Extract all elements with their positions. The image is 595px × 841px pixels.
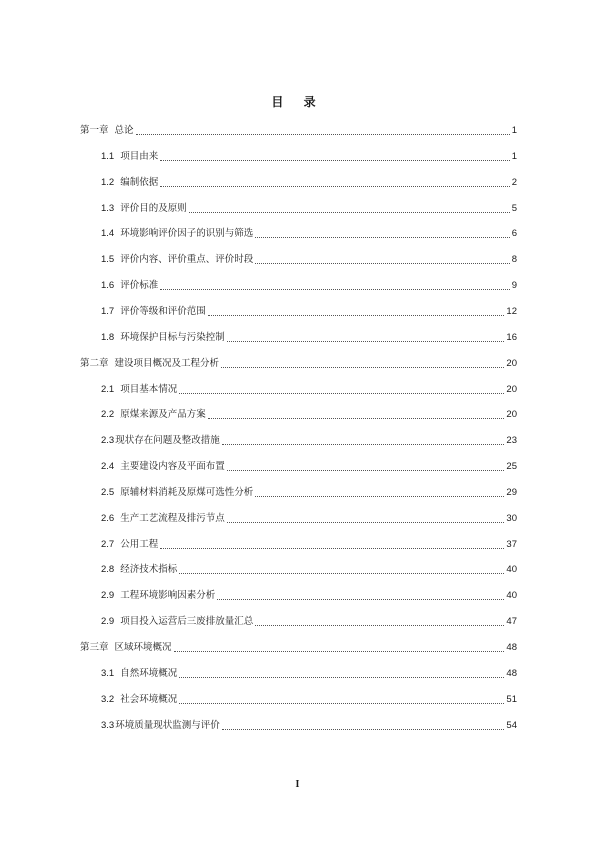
toc-section-entry[interactable] <box>101 560 517 576</box>
toc-entry-page: 6 <box>511 228 517 240</box>
toc-chapter-entry[interactable] <box>80 121 517 137</box>
toc-dot-leader <box>189 212 510 213</box>
toc-entry-title: 总论 <box>114 125 134 136</box>
toc-entry-title: 项目基本情况 <box>120 383 178 395</box>
toc-entry-page: 29 <box>506 486 517 498</box>
toc-entry-title: 环境影响评价因子的识别与筛选 <box>120 228 254 240</box>
toc-dot-leader <box>255 263 509 264</box>
toc-section-entry[interactable] <box>101 664 517 680</box>
toc-dot-leader <box>208 418 505 419</box>
toc-entry-page: 1 <box>511 150 517 162</box>
toc-section-entry[interactable] <box>101 380 517 396</box>
toc-section-entry[interactable] <box>101 173 517 189</box>
toc-chapter-entry[interactable] <box>80 638 517 654</box>
toc-entry-title: 评价目的及原则 <box>120 202 187 214</box>
toc-entry-title: 公用工程 <box>120 538 159 550</box>
toc-entry-page: 37 <box>506 538 517 550</box>
toc-entry-page: 2 <box>511 176 517 188</box>
toc-entry-title: 工程环境影响因素分析 <box>120 590 216 602</box>
toc-entry-title: 环境保护目标与污染控制 <box>120 331 225 343</box>
toc-entry-number: 1.1 <box>101 150 115 162</box>
toc-entry-number: 2.4 <box>101 461 115 473</box>
toc-entry-number: 1.8 <box>101 331 115 343</box>
toc-dot-leader <box>217 599 504 600</box>
toc-entry-number: 1.7 <box>101 305 115 317</box>
toc-entry-number: 2.2 <box>101 409 115 421</box>
toc-entry-number: 1.2 <box>101 176 115 188</box>
toc-entry-number: 第二章 <box>80 357 109 369</box>
toc-entry-number: 2.9 <box>101 616 115 628</box>
toc-entry-title: 区域环境概况 <box>114 642 172 653</box>
toc-entry-title: 社会环境概况 <box>120 693 178 705</box>
toc-section-entry[interactable] <box>101 509 517 525</box>
toc-entry-number: 3.3 <box>101 719 115 731</box>
toc-section-entry[interactable] <box>101 586 517 602</box>
toc-section-entry[interactable] <box>101 690 517 706</box>
toc-entry-page: 48 <box>506 667 517 679</box>
toc-section-entry[interactable] <box>101 431 517 447</box>
toc-section-entry[interactable] <box>101 457 517 473</box>
toc-entry-page: 8 <box>511 254 517 266</box>
toc-entry-number: 第三章 <box>80 642 109 653</box>
toc-entry-number: 2.5 <box>101 486 115 498</box>
toc-entry-number: 2.1 <box>101 383 115 395</box>
toc-dot-leader <box>221 367 504 368</box>
toc-entry-number: 3.2 <box>101 693 115 705</box>
toc-dot-leader <box>255 625 504 626</box>
toc-section-entry[interactable] <box>101 224 517 240</box>
toc-entry-title: 评价等级和评价范围 <box>120 305 206 317</box>
toc-section-entry[interactable] <box>101 483 517 499</box>
toc-entry-number: 1.3 <box>101 202 115 214</box>
toc-dot-leader <box>222 444 505 445</box>
toc-entry-title: 自然环境概况 <box>120 667 178 679</box>
toc-dot-leader <box>160 548 504 549</box>
toc-chapter-entry[interactable] <box>80 354 517 370</box>
toc-entry-title: 主要建设内容及平面布置 <box>120 461 225 473</box>
toc-entry-number: 1.5 <box>101 254 115 266</box>
toc-entry-page: 51 <box>506 693 517 705</box>
toc-dot-leader <box>208 315 505 316</box>
toc-dot-leader <box>160 186 509 187</box>
toc-entry-page: 30 <box>506 512 517 524</box>
toc-dot-leader <box>227 470 505 471</box>
toc-dot-leader <box>227 522 505 523</box>
toc-section-entry[interactable] <box>101 199 517 215</box>
toc-section-entry[interactable] <box>101 276 517 292</box>
toc-entry-page: 20 <box>506 383 517 395</box>
toc-entry-page: 40 <box>506 564 517 576</box>
toc-dot-leader <box>136 134 510 135</box>
toc-entry-title: 评价标准 <box>120 280 159 292</box>
toc-entry-title: 编制依据 <box>120 176 159 188</box>
page-number: I <box>295 779 300 790</box>
toc-entry-number: 2.9 <box>101 590 115 602</box>
toc-entry-number: 2.8 <box>101 564 115 576</box>
toc-section-entry[interactable] <box>101 250 517 266</box>
toc-entry-title: 生产工艺流程及排污节点 <box>120 512 225 524</box>
toc-dot-leader <box>255 237 509 238</box>
toc-entry-title: 项目由来 <box>120 150 159 162</box>
toc-entry-title: 评价内容、评价重点、评价时段 <box>120 254 254 266</box>
toc-entry-title: 原煤来源及产品方案 <box>120 409 206 421</box>
toc-entry-title: 建设项目概况及工程分析 <box>114 357 220 369</box>
toc-entry-number: 2.7 <box>101 538 115 550</box>
toc-dot-leader <box>179 393 504 394</box>
toc-entry-page: 20 <box>506 357 517 369</box>
toc-dot-leader <box>160 289 509 290</box>
toc-section-entry[interactable] <box>101 302 517 318</box>
toc-dot-leader <box>174 651 505 652</box>
toc-entry-number: 1.6 <box>101 280 115 292</box>
toc-entry-page: 20 <box>506 409 517 421</box>
toc-dot-leader <box>227 341 505 342</box>
toc-dot-leader <box>179 703 504 704</box>
toc-entry-number: 2.3 <box>101 435 115 447</box>
toc-dot-leader <box>179 573 504 574</box>
toc-entry-page: 1 <box>511 125 517 136</box>
toc-entry-number: 第一章 <box>80 125 109 136</box>
toc-entry-page: 23 <box>506 435 517 447</box>
toc-entry-page: 54 <box>506 719 517 731</box>
toc-title: 目 录 <box>271 95 324 109</box>
toc-entry-number: 3.1 <box>101 667 115 679</box>
toc-entry-title: 环境质量现状监测与评价 <box>115 719 220 731</box>
toc-entry-title: 项目投入运营后三废排放量汇总 <box>120 616 254 628</box>
toc-entry-number: 1.4 <box>101 228 115 240</box>
toc-entry-number: 2.6 <box>101 512 115 524</box>
toc-entry-page: 47 <box>506 616 517 628</box>
toc-dot-leader <box>222 729 505 730</box>
toc-section-entry[interactable] <box>101 716 517 732</box>
toc-entry-page: 12 <box>506 305 517 317</box>
toc-entry-page: 25 <box>506 461 517 473</box>
toc-entry-page: 40 <box>506 590 517 602</box>
toc-entry-title: 经济技术指标 <box>120 564 178 576</box>
toc-entry-page: 5 <box>511 202 517 214</box>
toc-entry-page: 9 <box>511 280 517 292</box>
toc-entry-title: 原辅材料消耗及原煤可选性分析 <box>120 486 254 498</box>
toc-dot-leader <box>255 496 504 497</box>
toc-section-entry[interactable] <box>101 405 517 421</box>
toc-section-entry[interactable] <box>101 328 517 344</box>
toc-section-entry[interactable] <box>101 535 517 551</box>
toc-entry-page: 16 <box>506 331 517 343</box>
toc-dot-leader <box>179 677 504 678</box>
toc-section-entry[interactable] <box>101 612 517 628</box>
toc-entry-title: 现状存在问题及整改措施 <box>115 435 220 447</box>
toc-dot-leader <box>160 160 509 161</box>
toc-section-entry[interactable] <box>101 147 517 163</box>
toc-entry-page: 48 <box>506 642 517 653</box>
